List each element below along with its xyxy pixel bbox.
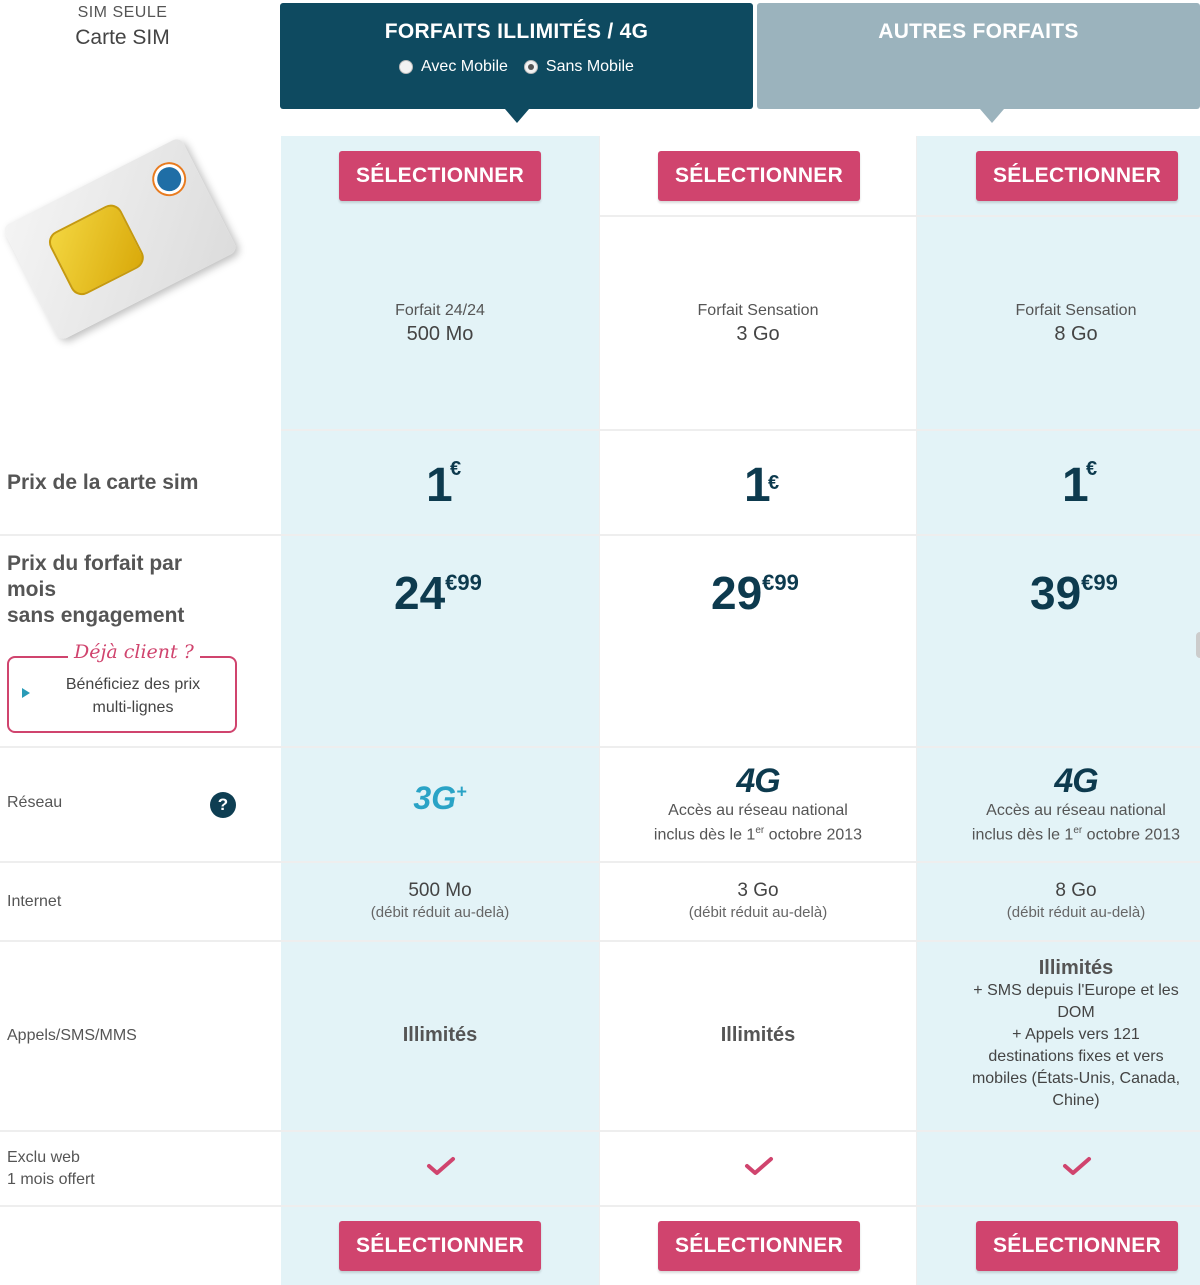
plan-3-internet [917,880,1200,921]
calls-value: Illimités [402,1024,478,1046]
sim-price-label: Prix de la carte sim [7,471,199,494]
internet-value: 3 Go [737,880,779,901]
plan-3-monthly-price [1030,566,1118,620]
plan-name: Forfait 24/24 [395,302,485,319]
tab-other-plans[interactable] [757,3,1200,109]
calls-label: Appels/SMS/MMS [7,1027,137,1044]
plan-1-monthly-price [394,566,482,620]
calls-extra-line: + SMS depuis l'Europe et les [973,982,1179,999]
sim-chip-icon [45,201,148,300]
web-exclusive-line: 1 mois offert [7,1171,95,1188]
plan-2-monthly-price [711,566,799,620]
calls-value: Illimités [720,1024,796,1046]
monthly-price-label-line: Prix du forfait par [7,552,183,575]
calls-extra-line: mobiles (États-Unis, Canada, [971,1070,1181,1087]
network-desc [917,821,1200,845]
plan-1-sim-price [426,458,466,514]
radio-dot-icon [399,60,413,74]
monthly-price-label [7,551,184,629]
plan-2-calls [600,1024,916,1047]
plan-3-title [917,302,1200,346]
plan-1-network [281,780,599,817]
calls-extra-line: destinations fixes et vers [988,1048,1164,1065]
network-plus: + [456,781,467,802]
plan-name: Forfait Sensation [1015,302,1137,319]
calls-value: Illimités [1038,957,1114,979]
radio-with-mobile-label: Avec Mobile [421,58,508,75]
sim-price-value: 1 [744,459,771,512]
sim-price-currency: € [768,472,780,494]
brand-logo-icon [149,159,189,199]
row-divider [0,534,1200,536]
network-desc: Accès au réseau national [668,802,848,819]
monthly-price-label-line: mois [7,578,57,601]
sim-price-value: 1 [426,459,453,512]
network-desc-part: octobre 2013 [764,826,863,844]
select-plan-1-button[interactable]: SÉLECTIONNER [339,151,541,201]
internet-value: 500 Mo [408,880,472,901]
multi-line-text: Bénéficiez des prix [65,676,201,693]
existing-client-title: Déjà client ? [68,641,200,663]
plan-1-title [281,302,599,346]
price-integer: 29 [711,567,763,619]
network-desc-part: inclus dès le 1 [653,826,756,844]
sim-price-currency: € [1086,458,1098,480]
check-icon [426,1156,456,1176]
calls-extra-line: DOM [1057,1004,1095,1021]
tab-unlimited-plans[interactable] [280,3,753,109]
row-divider [281,429,1200,431]
plan-1-internet [281,880,599,921]
row-divider [0,1130,1200,1132]
network-desc [600,821,916,845]
select-plan-2-bottom-button[interactable]: SÉLECTIONNER [658,1221,860,1271]
sim-card-image [2,137,238,342]
network-4g-icon: 4G [1054,762,1098,800]
tab-other-title: AUTRES FORFAITS [878,20,1079,43]
scroll-next-handle[interactable] [1196,632,1200,658]
row-divider [600,215,1200,217]
row-divider [0,861,1200,863]
plan-data: 8 Go [1054,323,1098,345]
tab-other-pointer-icon [980,109,1004,123]
plan-name: Forfait Sensation [697,302,819,319]
tab-active-pointer-icon [505,109,529,123]
plan-3-network [917,762,1200,845]
web-exclusive-label [7,1147,95,1191]
plan-2-internet [600,880,916,921]
sim-header [0,0,245,50]
check-icon [1062,1156,1092,1176]
network-4g-icon: 4G [736,762,780,800]
web-exclusive-line: Exclu web [7,1149,80,1166]
plan-1-calls [281,1024,599,1047]
check-icon [744,1156,774,1176]
network-desc-sup: er [1073,825,1083,836]
calls-extra-line: + Appels vers 121 [1012,1026,1140,1043]
plan-2-sim-price [744,458,784,514]
radio-without-mobile[interactable] [524,58,634,76]
price-integer: 24 [394,567,446,619]
plan-3-sim-price [1062,458,1102,514]
network-desc-part: inclus dès le 1 [971,826,1074,844]
sim-price-currency: € [450,458,462,480]
internet-label: Internet [7,893,62,910]
price-decimal: €99 [1081,570,1118,595]
network-desc-part: octobre 2013 [1082,826,1181,844]
tab-unlimited-title: FORFAITS ILLIMITÉS / 4G [384,20,649,43]
price-decimal: €99 [445,570,482,595]
help-icon[interactable]: ? [210,792,236,818]
plan-data: 3 Go [736,323,780,345]
calls-extra-line: Chine) [1052,1092,1100,1109]
monthly-price-label-line: sans engagement [7,604,185,627]
mobile-radio-group [280,58,753,76]
radio-dot-checked-icon [524,60,538,74]
row-divider [0,1205,1200,1207]
radio-without-mobile-label: Sans Mobile [545,58,634,75]
internet-value: 8 Go [1055,880,1097,901]
row-divider [0,746,1200,748]
internet-note: (débit réduit au-delà) [1006,904,1146,921]
network-desc-sup: er [755,825,765,836]
multi-line-link[interactable] [48,673,218,719]
plan-data: 500 Mo [406,323,474,345]
plan-3-calls [917,957,1200,1112]
network-3g-icon [413,780,466,816]
sim-only-label: SIM SEULE [77,4,168,21]
plan-2-network [600,762,916,845]
price-integer: 39 [1030,567,1082,619]
select-plan-3-button[interactable]: SÉLECTIONNER [976,151,1178,201]
network-label: Réseau [7,794,63,811]
network-desc: Accès au réseau national [986,802,1166,819]
select-plan-1-bottom-button[interactable]: SÉLECTIONNER [339,1221,541,1271]
network-type: 3G [413,780,457,816]
sim-card-title: Carte SIM [75,26,170,49]
multi-line-text: multi-lignes [92,699,174,716]
row-divider [0,940,1200,942]
price-decimal: €99 [762,570,799,595]
internet-note: (débit réduit au-delà) [688,904,828,921]
sim-price-value: 1 [1062,459,1089,512]
radio-with-mobile[interactable] [399,58,508,76]
select-plan-2-button[interactable]: SÉLECTIONNER [658,151,860,201]
select-plan-3-bottom-button[interactable]: SÉLECTIONNER [976,1221,1178,1271]
plan-2-title [600,302,916,346]
internet-note: (débit réduit au-delà) [370,904,510,921]
play-arrow-icon [22,688,30,698]
